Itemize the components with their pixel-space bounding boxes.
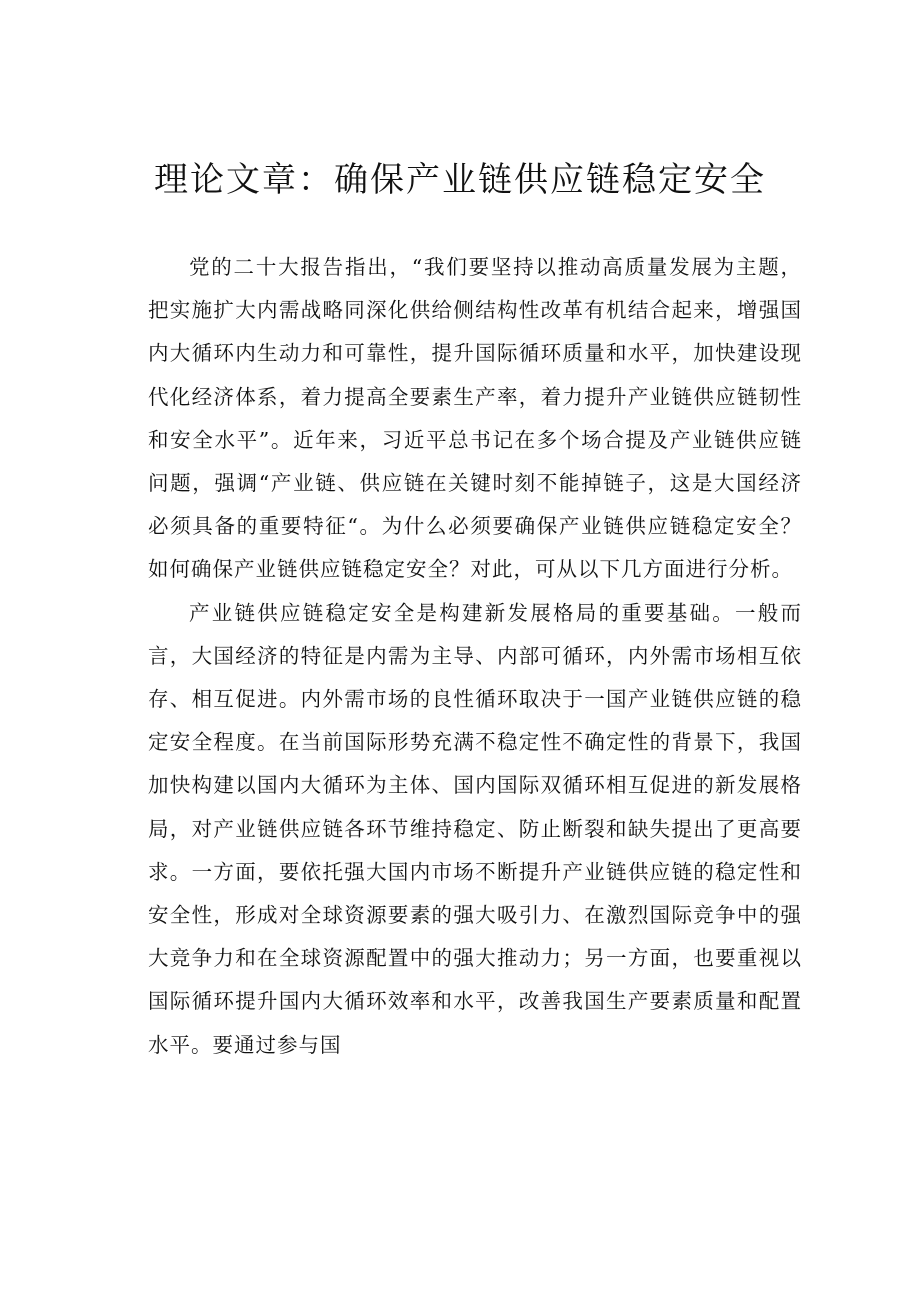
- document-body: [148, 246, 802, 1067]
- paragraph-2: 产业链供应链稳定安全是构建新发展格局的重要基础。一般而言，大国经济的特征是内需为主导、内部可循环，内外需市场相互依存、相互促进。内外需市场的良性循环取决于一国产业链供应链的稳定安全程度。在当前国际形势充满不稳定性不确定性的背景下，我国加快构建以国内大循环为主体、国内国际双循环相互促进的新发展格局，对产业链供应链各环节维持稳定、防止断裂和缺失提出了更高要求。一方面，要依托强大国内市场不断提升产业链供应链的稳定性和安全性，形成对全球资源要素的强大吸引力、在激烈国际竞争中的强大竞争力和在全球资源配置中的强大推动力；另一方面，也要重视以国际循环提升国内大循环效率和水平，改善我国生产要素质量和配置水平。要通过参与国: [148, 600, 802, 1057]
- document-title: 理论文章：确保产业链供应链稳定安全: [154, 160, 766, 200]
- paragraph-1: 党的二十大报告指出，“我们要坚持以推动高质量发展为主题，把实施扩大内需战略同深化供给侧结构性改革有机结合起来，增强国内大循环内生动力和可靠性，提升国际循环质量和水平，加快建设现代化经济体系，着力提高全要素生产率，着力提升产业链供应链韧性和安全水平”。近年来，习近平总书记在多个场合提及产业链供应链问题，强调“产业链、供应链在关键时刻不能掉链子，这是大国经济必须具备的重要特征“。为什么必须要确保产业链供应链稳定安全？如何确保产业链供应链稳定安全？对此，可从以下几方面进行分析。: [148, 255, 802, 582]
